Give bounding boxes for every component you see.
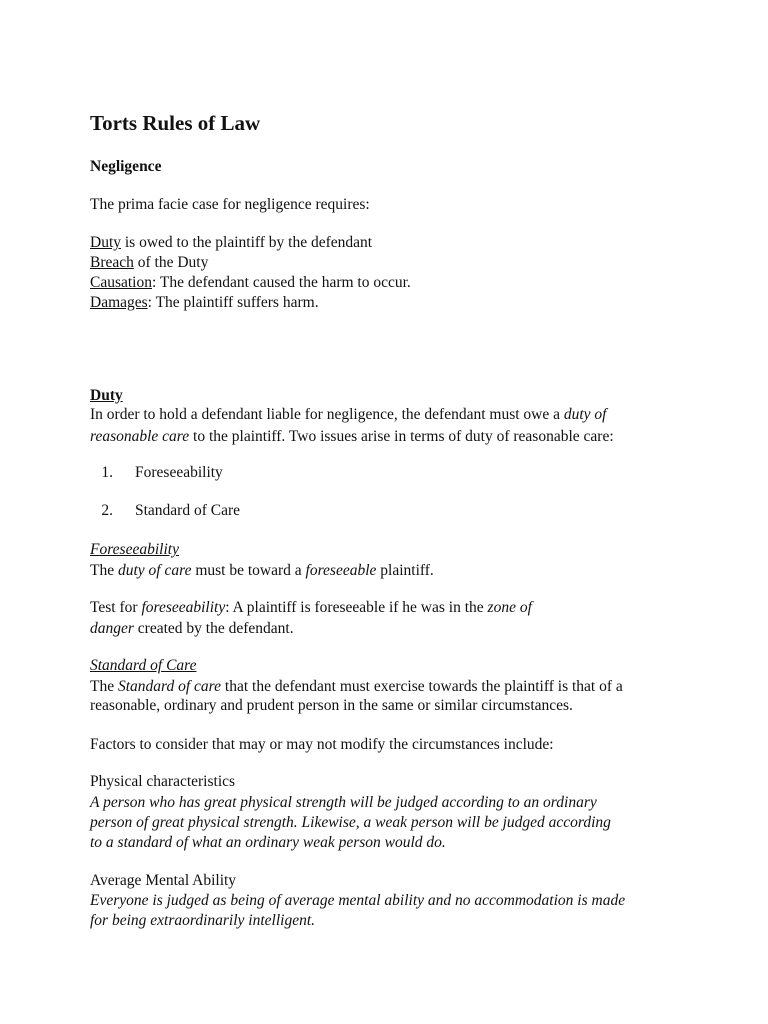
element-term: Causation xyxy=(90,274,152,291)
list-number: 1. xyxy=(101,464,113,481)
element-damages xyxy=(90,293,319,313)
physical-line-2: person of great physical strength. Likewise, a weak person will be judged according xyxy=(90,814,611,831)
document-title: Torts Rules of Law xyxy=(90,111,261,135)
duty-heading: Duty xyxy=(90,387,123,404)
text: created by the defendant. xyxy=(133,620,294,637)
text: that the defendant must exercise towards the plaintiff is that of a xyxy=(221,678,623,695)
mental-line-2: for being extraordinarily intelligent. xyxy=(90,912,316,929)
foreseeability-line-1 xyxy=(90,561,434,581)
emphasis: foreseeability xyxy=(141,599,226,616)
physical-line-3: to a standard of what an ordinary weak person would do. xyxy=(90,834,446,851)
mental-ability-heading: Average Mental Ability xyxy=(90,872,237,889)
element-text: : The defendant caused the harm to occur. xyxy=(152,274,411,291)
text: The xyxy=(90,678,118,695)
text: : A plaintiff is foreseeable if he was in the xyxy=(225,599,488,616)
foreseeability-test-line-1 xyxy=(90,598,532,618)
list-number: 2. xyxy=(101,502,113,519)
duty-emphasis: reasonable care xyxy=(90,428,190,445)
standard-of-care-heading: Standard of Care xyxy=(90,657,197,674)
element-duty xyxy=(90,233,372,253)
standard-line-2: reasonable, ordinary and prudent person in the same or similar circumstances. xyxy=(90,697,573,714)
emphasis: Standard of care xyxy=(117,678,222,695)
issue-item-2 xyxy=(90,501,240,521)
emphasis: danger xyxy=(90,620,134,637)
duty-paragraph-line-2 xyxy=(90,427,614,447)
issue-item-1 xyxy=(90,463,223,483)
mental-line-1: Everyone is judged as being of average mental ability and no accommodation is made xyxy=(90,892,626,909)
text: plaintiff. xyxy=(376,562,434,579)
standard-line-1 xyxy=(90,677,623,697)
emphasis: foreseeable xyxy=(305,562,377,579)
element-breach xyxy=(90,253,208,273)
physical-characteristics-heading: Physical characteristics xyxy=(90,773,236,790)
duty-emphasis: duty of xyxy=(563,406,607,423)
text: The xyxy=(90,562,118,579)
duty-text: In order to hold a defendant liable for negligence, the defendant must owe a xyxy=(90,406,564,423)
physical-line-1: A person who has great physical strength will be judged according to an ordinary xyxy=(90,794,597,811)
text: must be toward a xyxy=(191,562,306,579)
emphasis: duty of care xyxy=(117,562,192,579)
prima-facie-intro: The prima facie case for negligence requires: xyxy=(90,196,370,213)
element-term: Damages xyxy=(90,294,148,311)
negligence-heading: Negligence xyxy=(90,158,162,175)
foreseeability-test-line-2 xyxy=(90,619,294,639)
list-label: Standard of Care xyxy=(135,502,241,519)
factors-intro: Factors to consider that may or may not modify the circumstances include: xyxy=(90,736,554,753)
element-term: Duty xyxy=(90,234,121,251)
element-text: of the Duty xyxy=(133,254,209,271)
element-term: Breach xyxy=(90,254,134,271)
duty-text: to the plaintiff. Two issues arise in terms of duty of reasonable care: xyxy=(189,428,614,445)
text: Test for xyxy=(90,599,142,616)
element-causation xyxy=(90,273,411,293)
duty-paragraph-line-1 xyxy=(90,405,607,425)
element-text: : The plaintiff suffers harm. xyxy=(147,294,319,311)
list-label: Foreseeability xyxy=(135,464,223,481)
foreseeability-heading: Foreseeability xyxy=(90,541,179,558)
emphasis: zone of xyxy=(487,599,532,616)
element-text: is owed to the plaintiff by the defendant xyxy=(121,234,373,251)
